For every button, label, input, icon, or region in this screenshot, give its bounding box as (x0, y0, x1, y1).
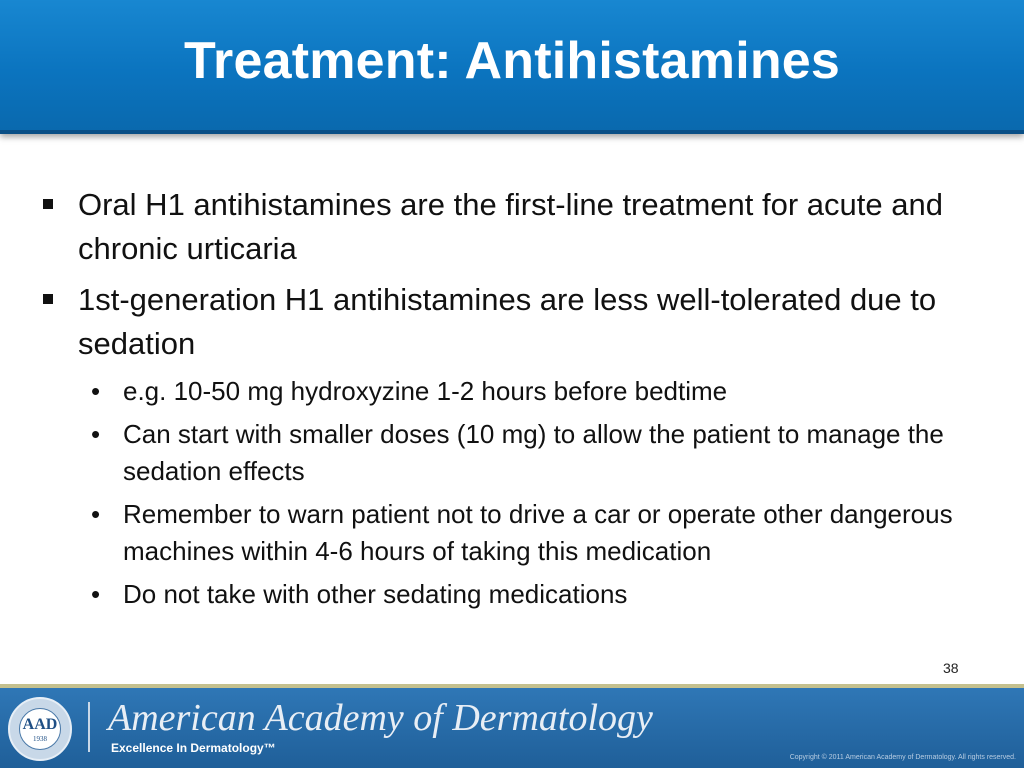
sub-bullet-text: Do not take with other sedating medications (123, 579, 628, 609)
footer-banner (0, 688, 1024, 768)
bullet-item (78, 278, 1003, 366)
bullet-text: Oral H1 antihistamines are the first-line treatment for acute and chronic urticaria (78, 187, 943, 266)
dot-bullet-icon: • (91, 419, 101, 449)
logo-divider (88, 702, 90, 752)
slide-number: 38 (943, 660, 959, 676)
seal-year: 1938 (33, 735, 47, 743)
bullet-text: 1st-generation H1 antihistamines are less well-tolerated due to sedation (78, 282, 937, 361)
sub-bullet-text: Remember to warn patient not to drive a car or operate other dangerous machines within 4-6 hours of taking this medication (123, 499, 953, 566)
square-bullet-icon (43, 294, 53, 304)
copyright-notice: Copyright © 2011 American Academy of Dermatology. All rights reserved. (789, 754, 1016, 761)
organization-name: American Academy of Dermatology (108, 697, 653, 739)
slide-title: Treatment: Antihistamines (183, 32, 841, 90)
sub-bullet-text: e.g. 10-50 mg hydroxyzine 1-2 hours before bedtime (123, 376, 728, 406)
slide-content (0, 183, 1024, 619)
aad-seal-logo (8, 697, 72, 761)
seal-text: AAD (22, 716, 58, 733)
tagline: Excellence In Dermatology™ (111, 741, 276, 755)
sub-bullet-item (91, 416, 993, 490)
bullet-item (78, 183, 1003, 271)
square-bullet-icon (43, 199, 53, 209)
dot-bullet-icon: • (91, 499, 101, 529)
dot-bullet-icon: • (91, 579, 101, 609)
sub-bullet-text: Can start with smaller doses (10 mg) to allow the patient to manage the sedation effects (123, 419, 944, 486)
seal-center (19, 708, 61, 750)
sub-bullet-item (91, 576, 993, 613)
dot-bullet-icon: • (91, 376, 101, 406)
sub-bullet-item (91, 496, 993, 570)
title-bar (0, 0, 1024, 130)
sub-bullet-item (91, 373, 993, 410)
